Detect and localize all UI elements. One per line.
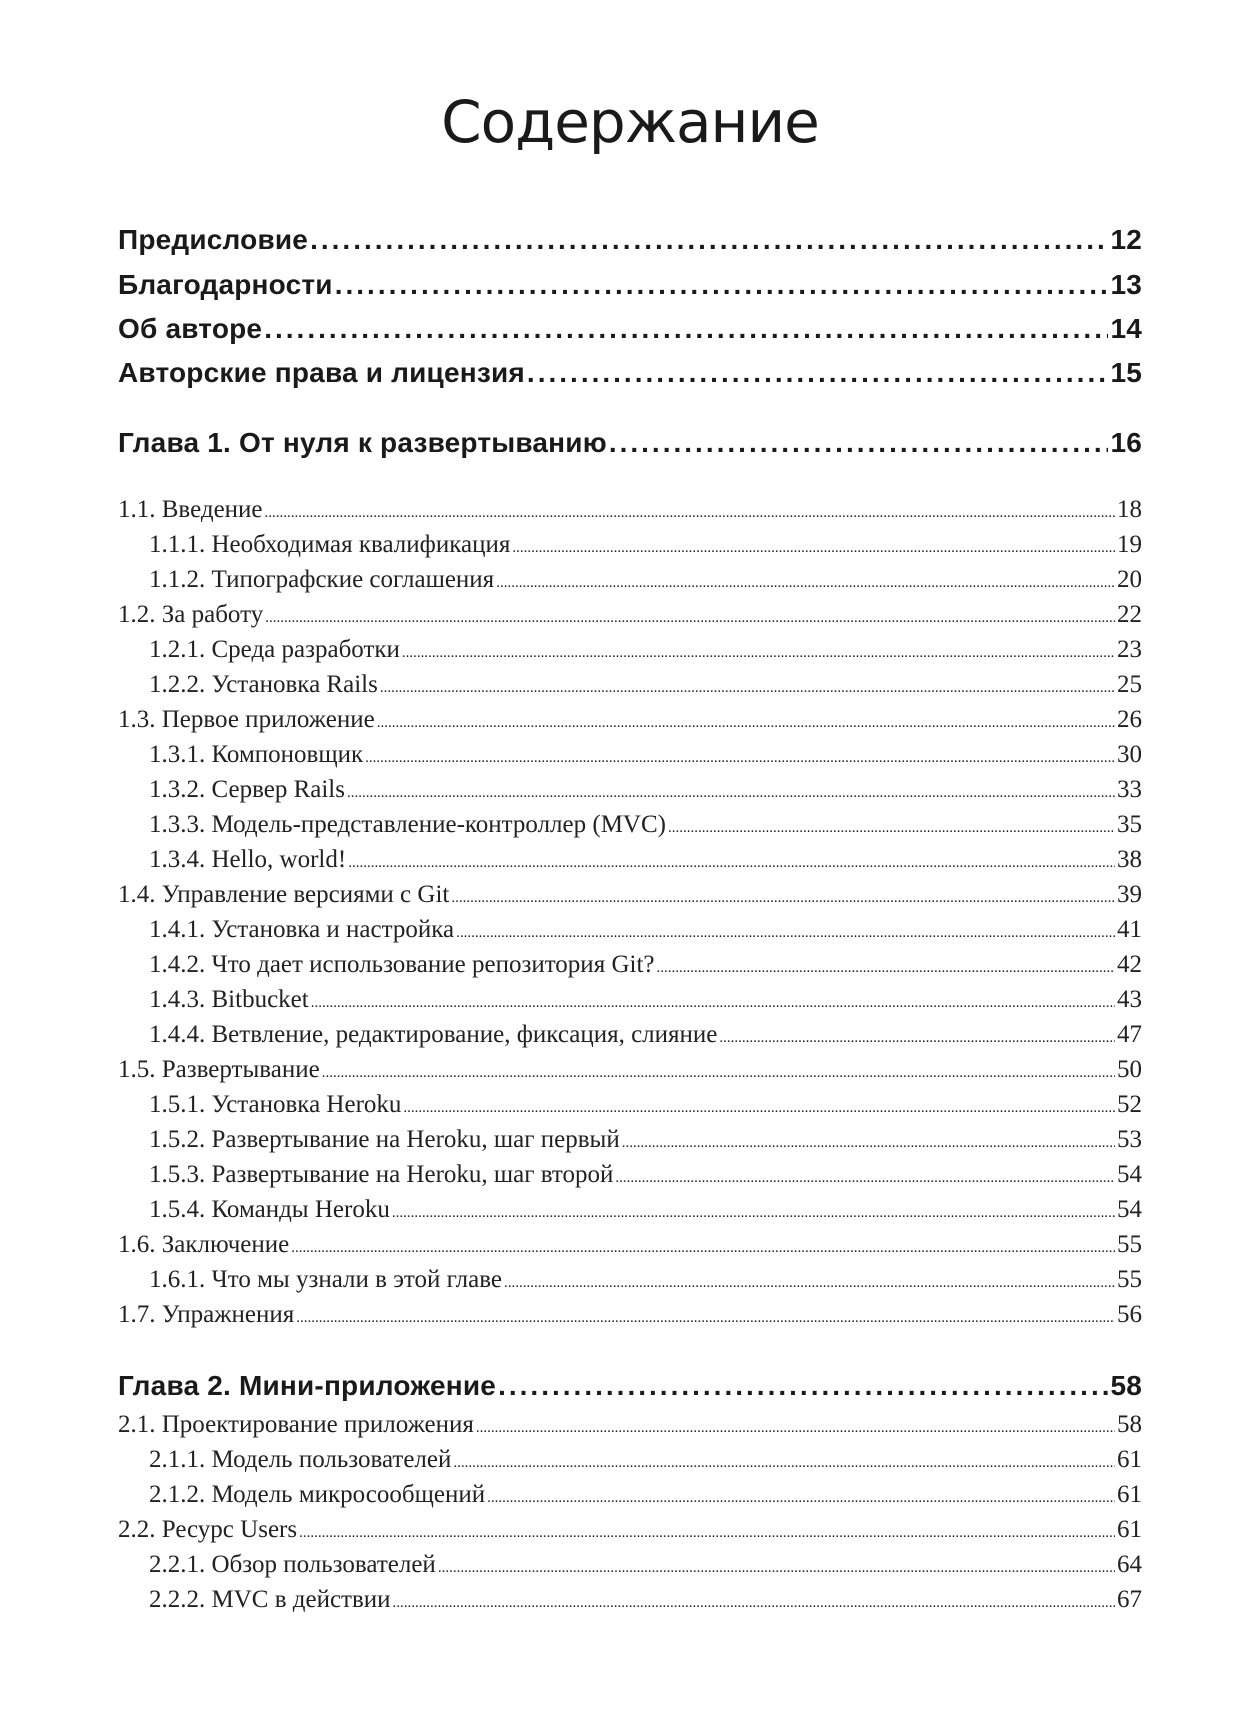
dot-leader: [265, 610, 1115, 627]
toc-entry-label: 1.2.2. Установка Rails: [149, 671, 378, 698]
toc-entry-about-author[interactable]: [118, 313, 1142, 345]
dot-leader: [335, 269, 1109, 301]
dot-leader: [311, 995, 1115, 1012]
toc-subsection[interactable]: [118, 1481, 1142, 1509]
toc-entry-page: 58: [1117, 1411, 1142, 1438]
toc-subsection[interactable]: [118, 846, 1142, 874]
toc-entry-page: 22: [1117, 601, 1142, 628]
dot-leader: [393, 1595, 1115, 1612]
dot-leader: [451, 890, 1115, 907]
toc-entry-label: 1.3.2. Сервер Rails: [149, 776, 345, 803]
toc-entry-page: 33: [1117, 776, 1142, 803]
toc-entry-label: Глава 2. Мини-приложение: [118, 1370, 497, 1401]
dot-leader: [299, 1525, 1115, 1542]
toc-entry-page: 61: [1117, 1481, 1142, 1508]
dot-leader: [622, 1135, 1115, 1152]
toc-subsection[interactable]: [118, 951, 1142, 979]
toc-section[interactable]: [118, 1411, 1142, 1439]
toc-section[interactable]: [118, 1516, 1142, 1544]
dot-leader: [296, 1310, 1115, 1327]
toc-subsection[interactable]: [118, 1551, 1142, 1579]
toc-subsection[interactable]: [118, 811, 1142, 839]
dot-leader: [380, 680, 1115, 697]
dot-leader: [402, 645, 1115, 662]
toc-chapter-2[interactable]: [118, 1370, 1142, 1402]
toc-entry-page: 23: [1117, 636, 1142, 663]
toc-entry-label: 1.7. Упражнения: [118, 1301, 295, 1328]
toc-entry-page: 56: [1117, 1301, 1142, 1328]
toc-entry-label: 1.6.1. Что мы узнали в этой главе: [149, 1266, 502, 1293]
dot-leader: [453, 1455, 1115, 1472]
toc-entry-copyright[interactable]: [118, 357, 1142, 389]
toc-entry-label: 1.6. Заключение: [118, 1231, 290, 1258]
toc-subsection[interactable]: [118, 1446, 1142, 1474]
dot-leader: [719, 1030, 1115, 1047]
toc-entry-page: 42: [1117, 951, 1142, 978]
toc-entry-label: Благодарности: [118, 269, 333, 300]
toc-entry-label: Об авторе: [118, 313, 263, 344]
dot-leader: [609, 427, 1109, 459]
dot-leader: [527, 357, 1109, 389]
dot-leader: [512, 540, 1115, 557]
toc-entry-label: Предисловие: [118, 224, 309, 255]
toc-entry-page: 47: [1117, 1021, 1142, 1048]
toc-section[interactable]: [118, 496, 1142, 524]
toc-entry-page: 16: [1110, 427, 1142, 458]
toc-entry-page: 20: [1117, 566, 1142, 593]
toc-section[interactable]: [118, 1056, 1142, 1084]
toc-entry-label: 1.2.1. Среда разработки: [149, 636, 400, 663]
toc-entry-page: 41: [1117, 916, 1142, 943]
page-title: Содержание: [441, 88, 819, 156]
dot-leader: [498, 1370, 1108, 1402]
dot-leader: [476, 1420, 1115, 1437]
dot-leader: [348, 855, 1115, 872]
toc-entry-page: 43: [1117, 986, 1142, 1013]
dot-leader: [310, 224, 1108, 256]
dot-leader: [377, 715, 1115, 732]
toc-entry-label: Авторские права и лицензия: [118, 357, 525, 388]
toc-entry-page: 58: [1110, 1370, 1142, 1401]
toc-subsection[interactable]: [118, 566, 1142, 594]
toc-section[interactable]: [118, 1301, 1142, 1329]
toc-entry-page: 64: [1117, 1551, 1142, 1578]
toc-entry-label: 2.2.1. Обзор пользователей: [149, 1551, 436, 1578]
toc-entry-page: 54: [1117, 1196, 1142, 1223]
toc-entry-label: 1.1.2. Типографские соглашения: [149, 566, 495, 593]
toc-subsection[interactable]: [118, 1021, 1142, 1049]
toc-subsection[interactable]: [118, 1266, 1142, 1294]
toc-subsection[interactable]: [118, 1091, 1142, 1119]
toc-subsection[interactable]: [118, 776, 1142, 804]
toc-entry-label: 1.4.4. Ветвление, редактирование, фиксация, слияние: [149, 1021, 718, 1048]
toc-entry-page: 13: [1110, 269, 1142, 300]
toc-entry-acknowledgements[interactable]: [118, 269, 1142, 301]
toc-section[interactable]: [118, 601, 1142, 629]
toc-section[interactable]: [118, 1231, 1142, 1259]
toc-entry-label: 1.4.1. Установка и настройка: [149, 916, 455, 943]
toc-entry-label: 2.2.2. MVC в действии: [149, 1586, 391, 1613]
toc-entry-label: 1.1. Введение: [118, 496, 263, 523]
dot-leader: [265, 505, 1115, 522]
toc-entry-label: 1.5. Развертывание: [118, 1056, 320, 1083]
toc-entry-label: 1.5.2. Развертывание на Heroku, шаг первый: [149, 1126, 620, 1153]
toc-entry-label: 1.5.4. Команды Heroku: [149, 1196, 390, 1223]
toc-entry-page: 35: [1117, 811, 1142, 838]
toc-entry-label: 1.3.3. Модель-представление-контроллер (MVC): [149, 811, 666, 838]
toc-entry-page: 50: [1117, 1056, 1142, 1083]
toc-subsection[interactable]: [118, 1196, 1142, 1224]
toc-entry-label: 1.5.1. Установка Heroku: [149, 1091, 402, 1118]
dot-leader: [438, 1560, 1115, 1577]
toc-entry-page: 14: [1110, 313, 1142, 344]
dot-leader: [291, 1240, 1115, 1257]
dot-leader: [392, 1205, 1115, 1222]
toc-entry-label: 1.3.4. Hello, world!: [149, 846, 347, 873]
toc-entry-label: 2.2. Ресурс Users: [118, 1516, 298, 1543]
toc-entry-page: 12: [1110, 224, 1142, 255]
toc-entry-page: 61: [1117, 1446, 1142, 1473]
toc-subsection[interactable]: [118, 636, 1142, 664]
dot-leader: [456, 925, 1115, 942]
toc-entry-label: 1.1.1. Необходимая квалификация: [149, 531, 511, 558]
toc-subsection[interactable]: [118, 741, 1142, 769]
toc-section[interactable]: [118, 881, 1142, 909]
toc-entry-page: 26: [1117, 706, 1142, 733]
toc-entry-label: 1.5.3. Развертывание на Heroku, шаг второй: [149, 1161, 614, 1188]
dot-leader: [403, 1100, 1115, 1117]
dot-leader: [487, 1490, 1115, 1507]
toc-entry-page: 53: [1117, 1126, 1142, 1153]
toc-subsection[interactable]: [118, 1586, 1142, 1614]
toc-subsection[interactable]: [118, 1161, 1142, 1189]
dot-leader: [322, 1065, 1115, 1082]
toc-entry-page: 38: [1117, 846, 1142, 873]
toc-entry-page: 55: [1117, 1266, 1142, 1293]
toc-entry-label: 1.4.2. Что дает использование репозитория Git?: [149, 951, 655, 978]
dot-leader: [504, 1275, 1115, 1292]
toc-entry-preface[interactable]: [118, 224, 1142, 256]
toc-entry-page: 39: [1117, 881, 1142, 908]
dot-leader: [496, 575, 1115, 592]
toc-entry-page: 61: [1117, 1516, 1142, 1543]
toc-entry-label: 1.3.1. Компоновщик: [149, 741, 364, 768]
toc-entry-page: 15: [1110, 357, 1142, 388]
toc-entry-label: 2.1. Проектирование приложения: [118, 1411, 474, 1438]
toc-subsection[interactable]: [118, 1126, 1142, 1154]
toc-entry-page: 19: [1117, 531, 1142, 558]
toc-entry-label: 1.3. Первое приложение: [118, 706, 375, 733]
toc-entry-label: 2.1.1. Модель пользователей: [149, 1446, 452, 1473]
toc-entry-page: 25: [1117, 671, 1142, 698]
dot-leader: [264, 313, 1108, 345]
dot-leader: [668, 820, 1115, 837]
toc-entry-label: 1.4. Управление версиями с Git: [118, 881, 450, 908]
dot-leader: [347, 785, 1115, 802]
toc-entry-page: 54: [1117, 1161, 1142, 1188]
toc-subsection[interactable]: [118, 986, 1142, 1014]
toc-subsection[interactable]: [118, 531, 1142, 559]
toc-entry-page: 67: [1117, 1586, 1142, 1613]
toc-entry-page: 52: [1117, 1091, 1142, 1118]
dot-leader: [656, 960, 1115, 977]
toc-entry-page: 30: [1117, 741, 1142, 768]
toc-entry-label: 1.2. За работу: [118, 601, 264, 628]
toc-entry-label: 2.1.2. Модель микросообщений: [149, 1481, 486, 1508]
dot-leader: [365, 750, 1115, 767]
toc-entry-label: 1.4.3. Bitbucket: [149, 986, 309, 1013]
toc-subsection[interactable]: [118, 671, 1142, 699]
toc-entry-label: Глава 1. От нуля к развертыванию: [118, 427, 607, 458]
dot-leader: [615, 1170, 1115, 1187]
toc-subsection[interactable]: [118, 916, 1142, 944]
toc-section[interactable]: [118, 706, 1142, 734]
toc-entry-page: 55: [1117, 1231, 1142, 1258]
toc-chapter-1[interactable]: [118, 427, 1142, 459]
toc-entry-page: 18: [1117, 496, 1142, 523]
